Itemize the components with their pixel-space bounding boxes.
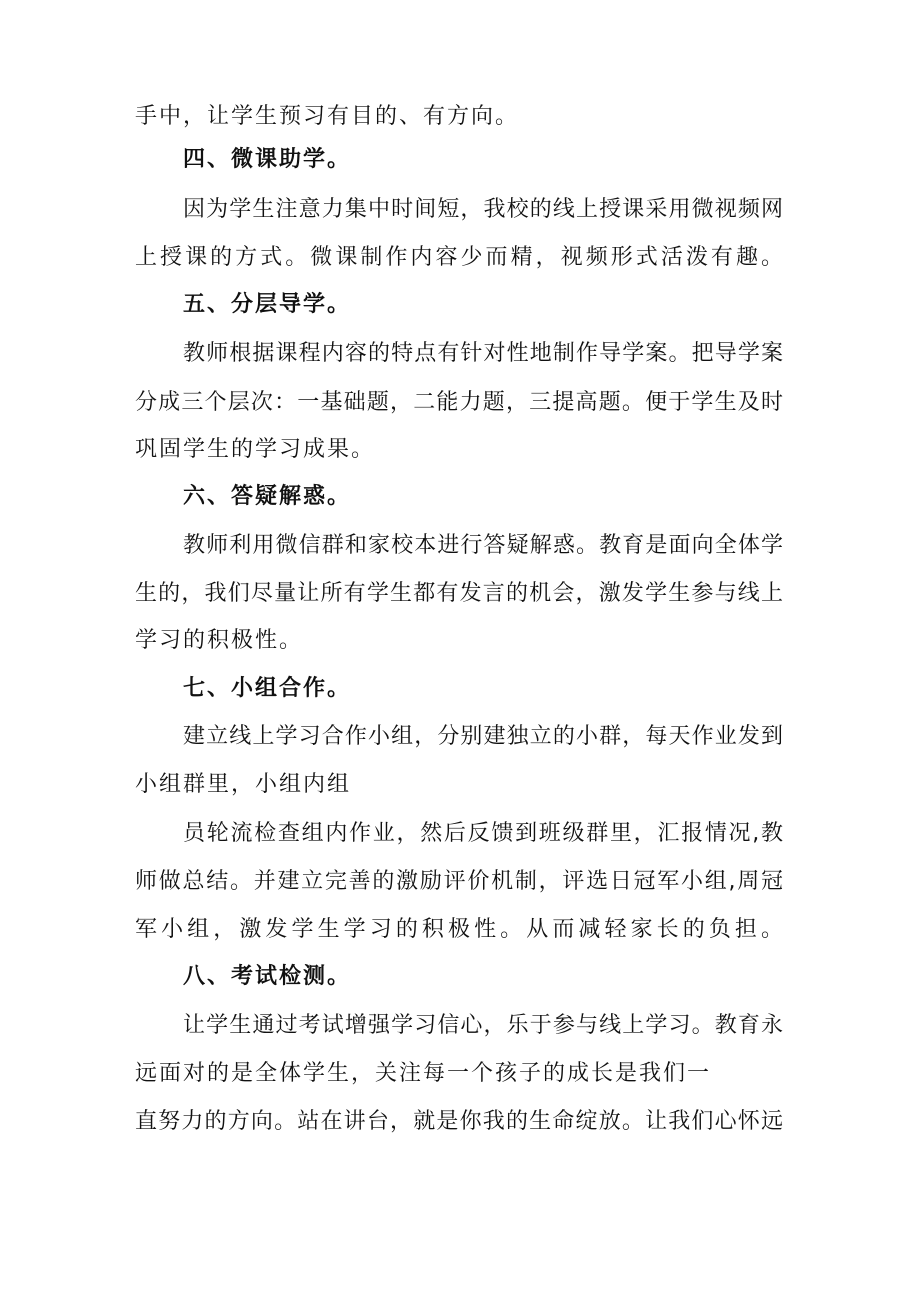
section-heading: 四、微课助学。 <box>183 147 352 172</box>
paragraph-line: 学习的积极性。 <box>135 628 304 653</box>
paragraph-line: 小组群里，小组内组 <box>135 772 352 797</box>
paragraph-line: 分成三个层次：一基础题，二能力题，三提高题。便于学生及时 <box>135 390 783 415</box>
paragraph-line: 建立线上学习合作小组，分别建独立的小群，每天作业发到 <box>183 724 783 749</box>
paragraph-line: 教师利用微信群和家校本进行答疑解惑。教育是面向全体学 <box>183 533 783 558</box>
paragraph-line: 教师根据课程内容的特点有针对性地制作导学案。把导学案 <box>183 341 783 366</box>
paragraph-line: 军小组，激发学生学习的积极性。从而减轻家长的负担。 <box>135 917 783 942</box>
paragraph-line: 员轮流检查组内作业，然后反馈到班级群里，汇报情况,教 <box>183 821 783 846</box>
paragraph-line: 手中，让学生预习有目的、有方向。 <box>135 104 520 129</box>
paragraph-line: 生的，我们尽量让所有学生都有发言的机会，激发学生参与线上 <box>135 581 783 606</box>
section-heading: 八、考试检测。 <box>183 964 352 989</box>
paragraph-line: 远面对的是全体学生，关注每一个孩子的成长是我们一 <box>135 1061 712 1086</box>
paragraph-line: 上授课的方式。微课制作内容少而精，视频形式活泼有趣。 <box>135 245 783 270</box>
paragraph-line: 师做总结。并建立完善的激励评价机制，评选日冠军小组,周冠 <box>135 869 783 894</box>
paragraph-line: 巩固学生的学习成果。 <box>135 437 376 462</box>
paragraph-line: 直努力的方向。站在讲台，就是你我的生命绽放。让我们心怀远 <box>135 1109 783 1134</box>
section-heading: 五、分层导学。 <box>183 292 352 317</box>
paragraph-line: 让学生通过考试增强学习信心，乐于参与线上学习。教育永 <box>183 1013 783 1038</box>
section-heading: 六、答疑解惑。 <box>183 484 352 509</box>
section-heading: 七、小组合作。 <box>183 676 352 701</box>
paragraph-line: 因为学生注意力集中时间短，我校的线上授课采用微视频网 <box>183 197 783 222</box>
